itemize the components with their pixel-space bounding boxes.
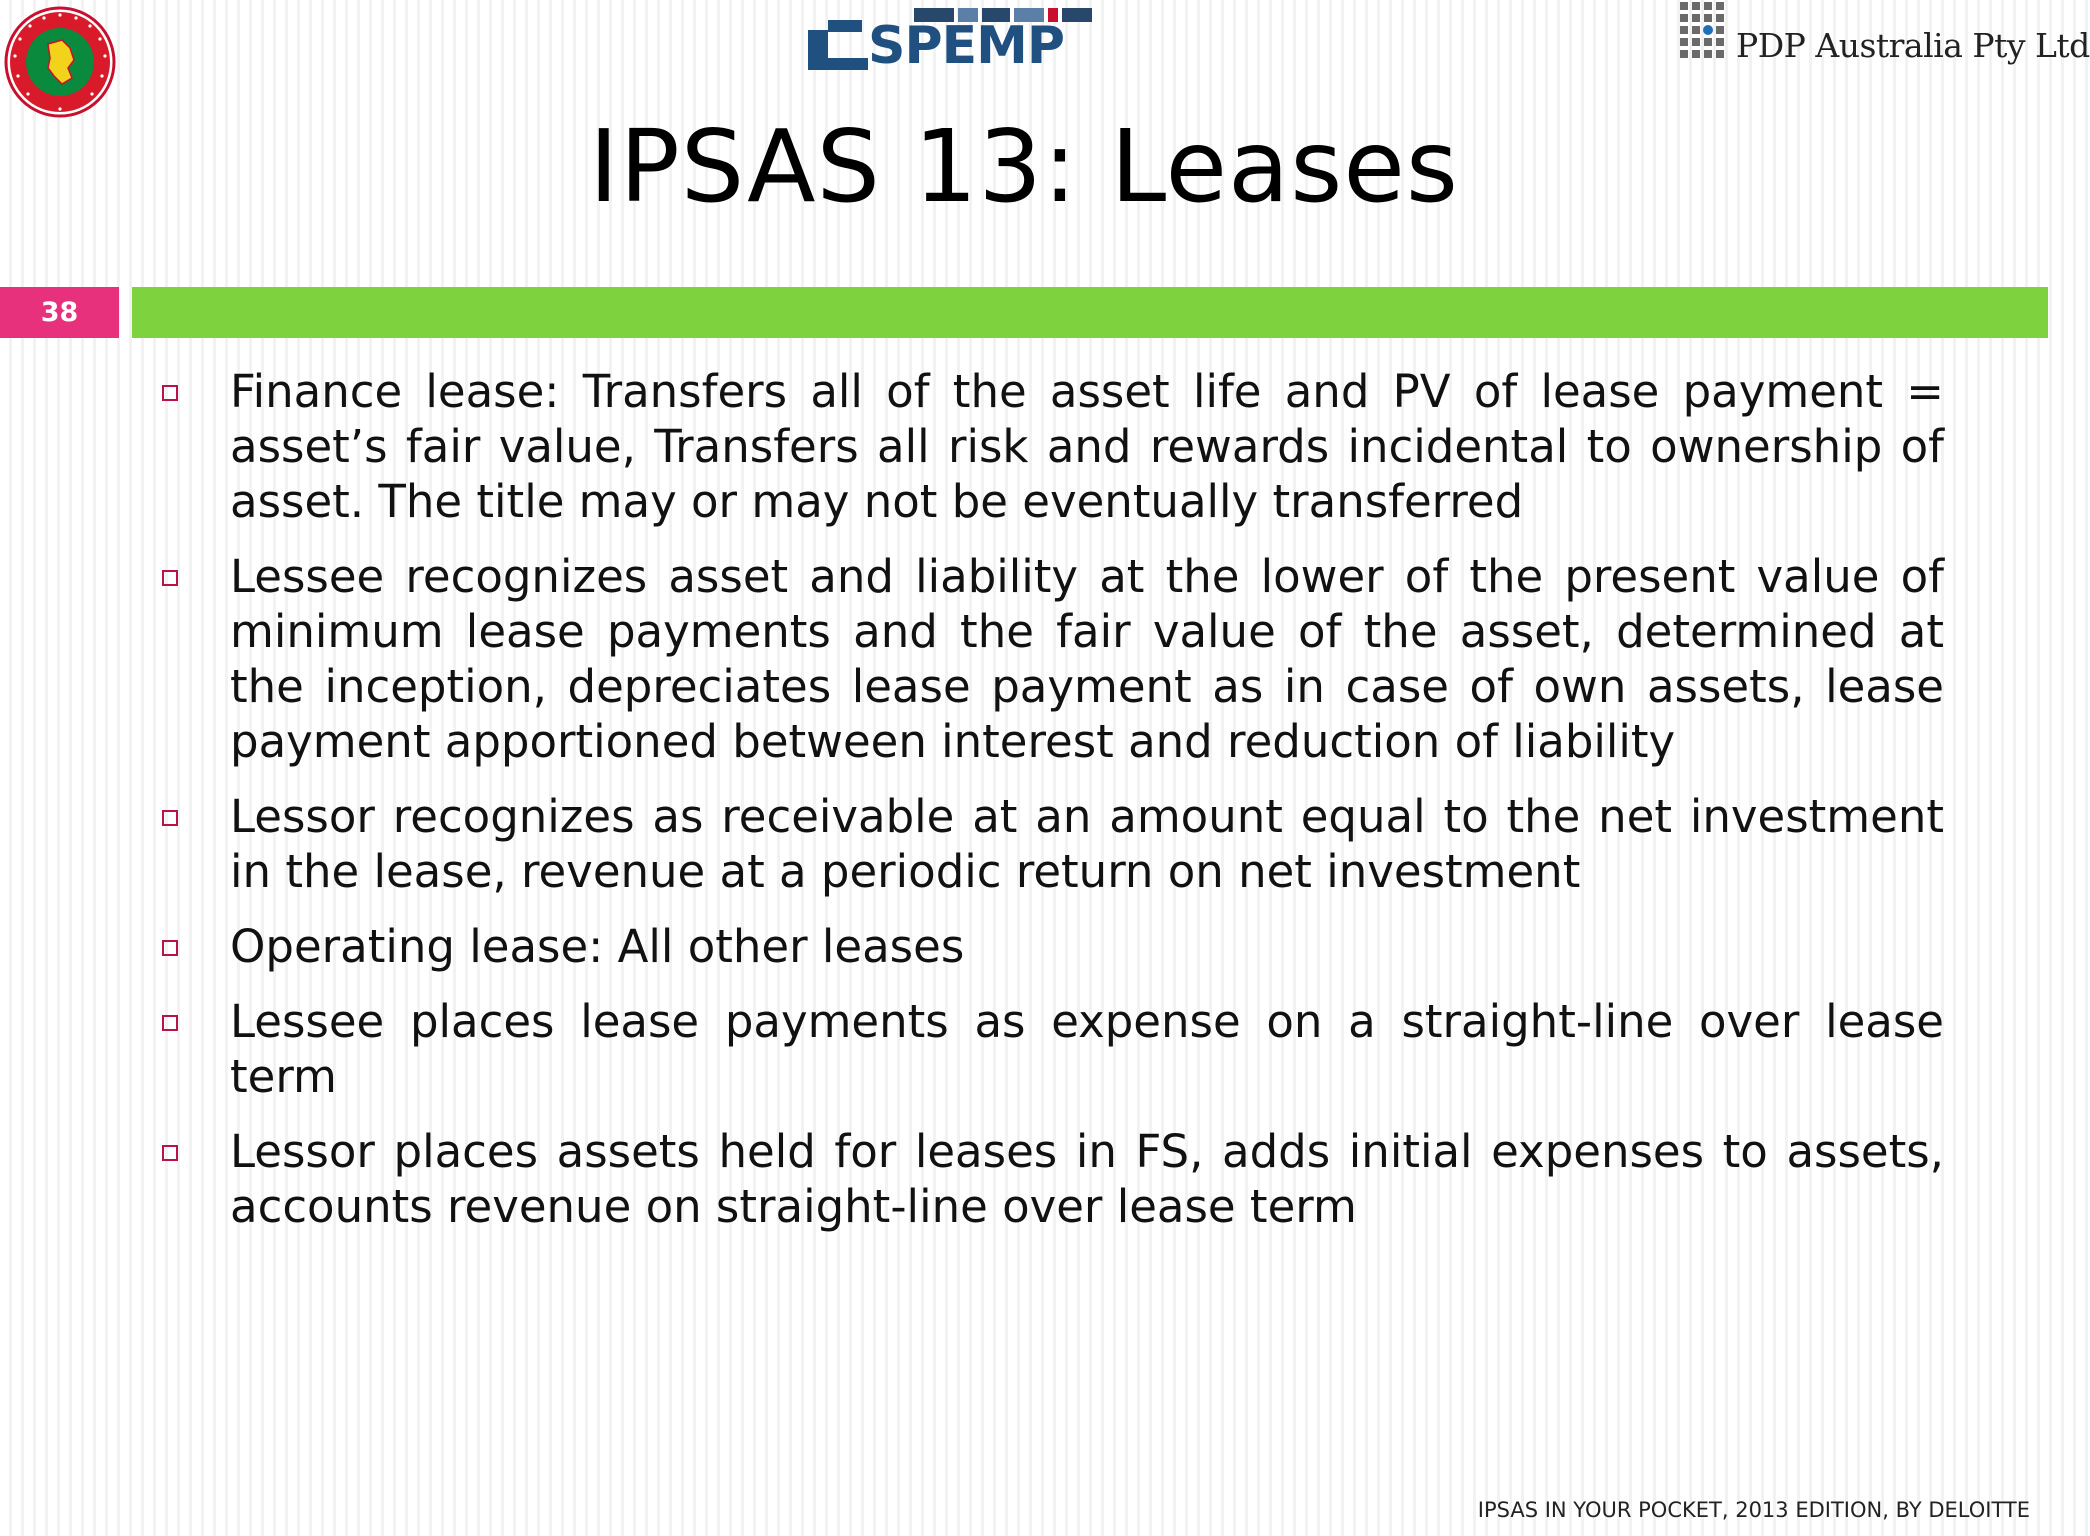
square-bullet-icon — [162, 1145, 178, 1161]
square-bullet-icon — [162, 570, 178, 586]
list-item — [150, 789, 1944, 899]
bullet-text: Operating lease: All other leases — [230, 920, 965, 973]
bullet-list — [150, 364, 1944, 1254]
list-item — [150, 364, 1944, 529]
title-divider-bar — [132, 287, 2048, 338]
square-bullet-icon — [162, 385, 178, 401]
list-item — [150, 919, 1944, 974]
bullet-text: Lessee places lease payments as expense on a straight-line over lease term — [230, 995, 1944, 1103]
pdp-grid-logo-icon — [1676, 0, 1728, 64]
list-item — [150, 994, 1944, 1104]
pdp-logo — [1676, 0, 2090, 70]
pdp-logo-text: PDP Australia Pty Ltd — [1736, 26, 2090, 65]
spemp-logo-text: SPEMP — [868, 16, 1064, 76]
list-item — [150, 1124, 1944, 1234]
slide-title: IPSAS 13: Leases — [588, 108, 1459, 225]
bullet-text: Lessor places assets held for leases in FS, adds initial expenses to assets, accounts revenue on straight-line over lease term — [230, 1125, 1944, 1233]
square-bullet-icon — [162, 810, 178, 826]
bullet-text: Finance lease: Transfers all of the asset life and PV of lease payment = asset’s fair value, Transfers all risk and rewards incidental to ownership of asset. The title may or may not be eventually transferred — [230, 365, 1944, 528]
spemp-logo — [806, 6, 1102, 76]
page-number-badge: 38 — [0, 287, 119, 338]
bullet-text: Lessee recognizes asset and liability at the lower of the present value of minimum lease payments and the fair value of the asset, determined at the inception, depreciates lease payment as in case of own assets, lease payment apportioned between interest and reduction of liability — [230, 550, 1944, 768]
source-citation: IPSAS IN YOUR POCKET, 2013 EDITION, BY DELOITTE — [1477, 1498, 2030, 1522]
square-bullet-icon — [162, 940, 178, 956]
spemp-mark-icon — [806, 16, 876, 72]
square-bullet-icon — [162, 1015, 178, 1031]
bullet-text: Lessor recognizes as receivable at an amount equal to the net investment in the lease, revenue at a periodic return on net investment — [230, 790, 1944, 898]
list-item — [150, 549, 1944, 769]
